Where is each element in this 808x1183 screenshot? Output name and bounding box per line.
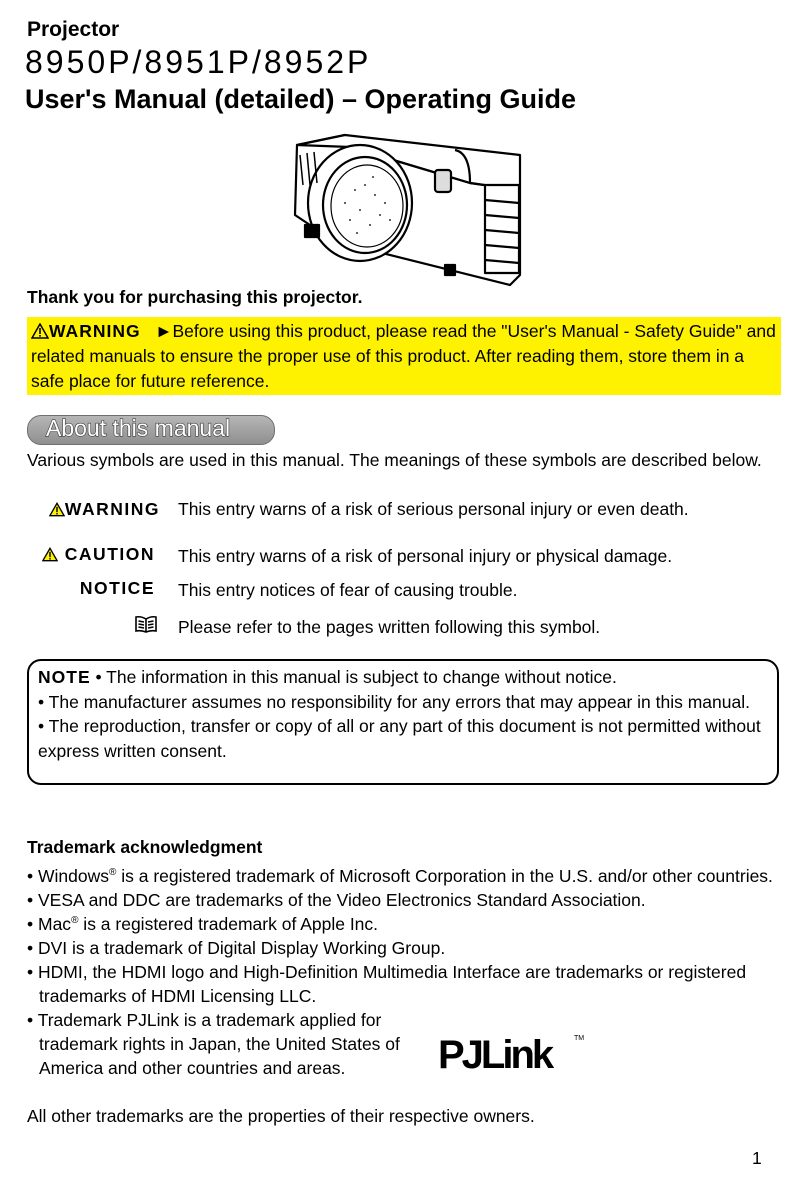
symbol-label: NOTICE — [79, 578, 155, 598]
warning-text: ►Before using this product, please read the "User's Manual - Safety Guide" and related manuals to ensure the proper use of this product. After reading them, store them in a safe place for future reference. — [31, 321, 776, 391]
projector-illustration — [285, 125, 525, 290]
windows-name: Windows — [38, 866, 109, 886]
pjlink-logo — [436, 1030, 588, 1076]
symbol-description: This entry warns of a risk of serious personal injury or even death. — [178, 499, 689, 519]
pjlink-logo-text: PJLink — [438, 1033, 552, 1076]
symbol-description: Please refer to the pages written following this symbol. — [178, 617, 601, 637]
symbol-caution — [27, 544, 155, 565]
trademark-item: • Windows® is a registered trademark of Microsoft Corporation in the U.S. and/or other countries. — [27, 866, 773, 886]
symbol-notice — [27, 578, 155, 599]
symbol-description: This entry notices of fear of causing trouble. — [178, 580, 518, 600]
note-line: • The reproduction, transfer or copy of all or any part of this document is not permitted without express written consent. — [38, 716, 761, 761]
product-category: Projector — [27, 18, 120, 41]
registered-mark: ® — [109, 867, 117, 879]
warning-triangle-icon — [31, 323, 49, 339]
model-numbers: 8950P/8951P/8952P — [25, 44, 372, 80]
book-reference-icon — [135, 615, 157, 633]
pjlink-trademark-text: Trademark PJLink is a trademark applied for trademark rights in Japan, the United States of America and other countries and areas. — [37, 1010, 400, 1078]
section-heading: About this manual — [46, 415, 231, 441]
note-line: • The manufacturer assumes no responsibility for any errors that may appear in this manual. — [38, 691, 750, 712]
symbol-label: WARNING — [64, 499, 160, 519]
symbols-intro: Various symbols are used in this manual. The meanings of these symbols are described below. — [27, 450, 762, 470]
windows-trademark-text: is a registered trademark of Microsoft Corporation in the U.S. and/or other countries. — [116, 866, 773, 886]
registered-mark: ® — [71, 915, 79, 927]
trademark-heading: Trademark acknowledgment — [27, 837, 263, 857]
note-label: NOTE — [38, 667, 91, 687]
page-number: 1 — [752, 1148, 762, 1168]
vesa-trademark-text: VESA and DDC are trademarks of the Video Electronics Standard Association. — [38, 890, 646, 910]
trademark-item: • DVI is a trademark of Digital Display Working Group. — [27, 938, 446, 958]
hdmi-trademark-text: HDMI, the HDMI logo and High-Definition Multimedia Interface are trademarks or registered trademarks of HDMI Licensing LLC. — [38, 962, 747, 1006]
thank-you-text: Thank you for purchasing this projector. — [27, 287, 363, 307]
warning-label: WARNING — [49, 321, 141, 341]
trademark-item: • Trademark PJLink is a trademark applied for trademark rights in Japan, the United States of America and other countries and areas. — [27, 1010, 400, 1078]
note-box — [27, 659, 779, 785]
dvi-trademark-text: DVI is a trademark of Digital Display Working Group. — [38, 938, 446, 958]
trademark-list — [27, 864, 787, 1080]
trademark-item: • Mac® is a registered trademark of Apple Inc. — [27, 914, 379, 934]
symbol-label: CAUTION — [64, 544, 155, 564]
manual-title: User's Manual (detailed) – Operating Guide — [25, 84, 577, 114]
mac-trademark-text: is a registered trademark of Apple Inc. — [78, 914, 379, 934]
warning-box — [27, 317, 781, 395]
caution-triangle-icon — [42, 547, 58, 562]
trademark-item: • HDMI, the HDMI logo and High-Definition Multimedia Interface are trademarks or registered trademarks of HDMI Licensing LLC. — [27, 962, 747, 1006]
note-line: • The information in this manual is subject to change without notice. — [95, 667, 617, 687]
symbol-warning — [27, 499, 160, 520]
mac-name: Mac — [38, 914, 72, 934]
pjlink-logo-tm: TM — [574, 1035, 585, 1042]
trademark-item: • VESA and DDC are trademarks of the Video Electronics Standard Association. — [27, 890, 646, 910]
section-heading-pill — [27, 415, 275, 445]
symbol-description: This entry warns of a risk of personal injury or physical damage. — [178, 546, 673, 566]
trademark-closing: All other trademarks are the properties of their respective owners. — [27, 1106, 535, 1126]
warning-triangle-icon — [49, 502, 65, 517]
